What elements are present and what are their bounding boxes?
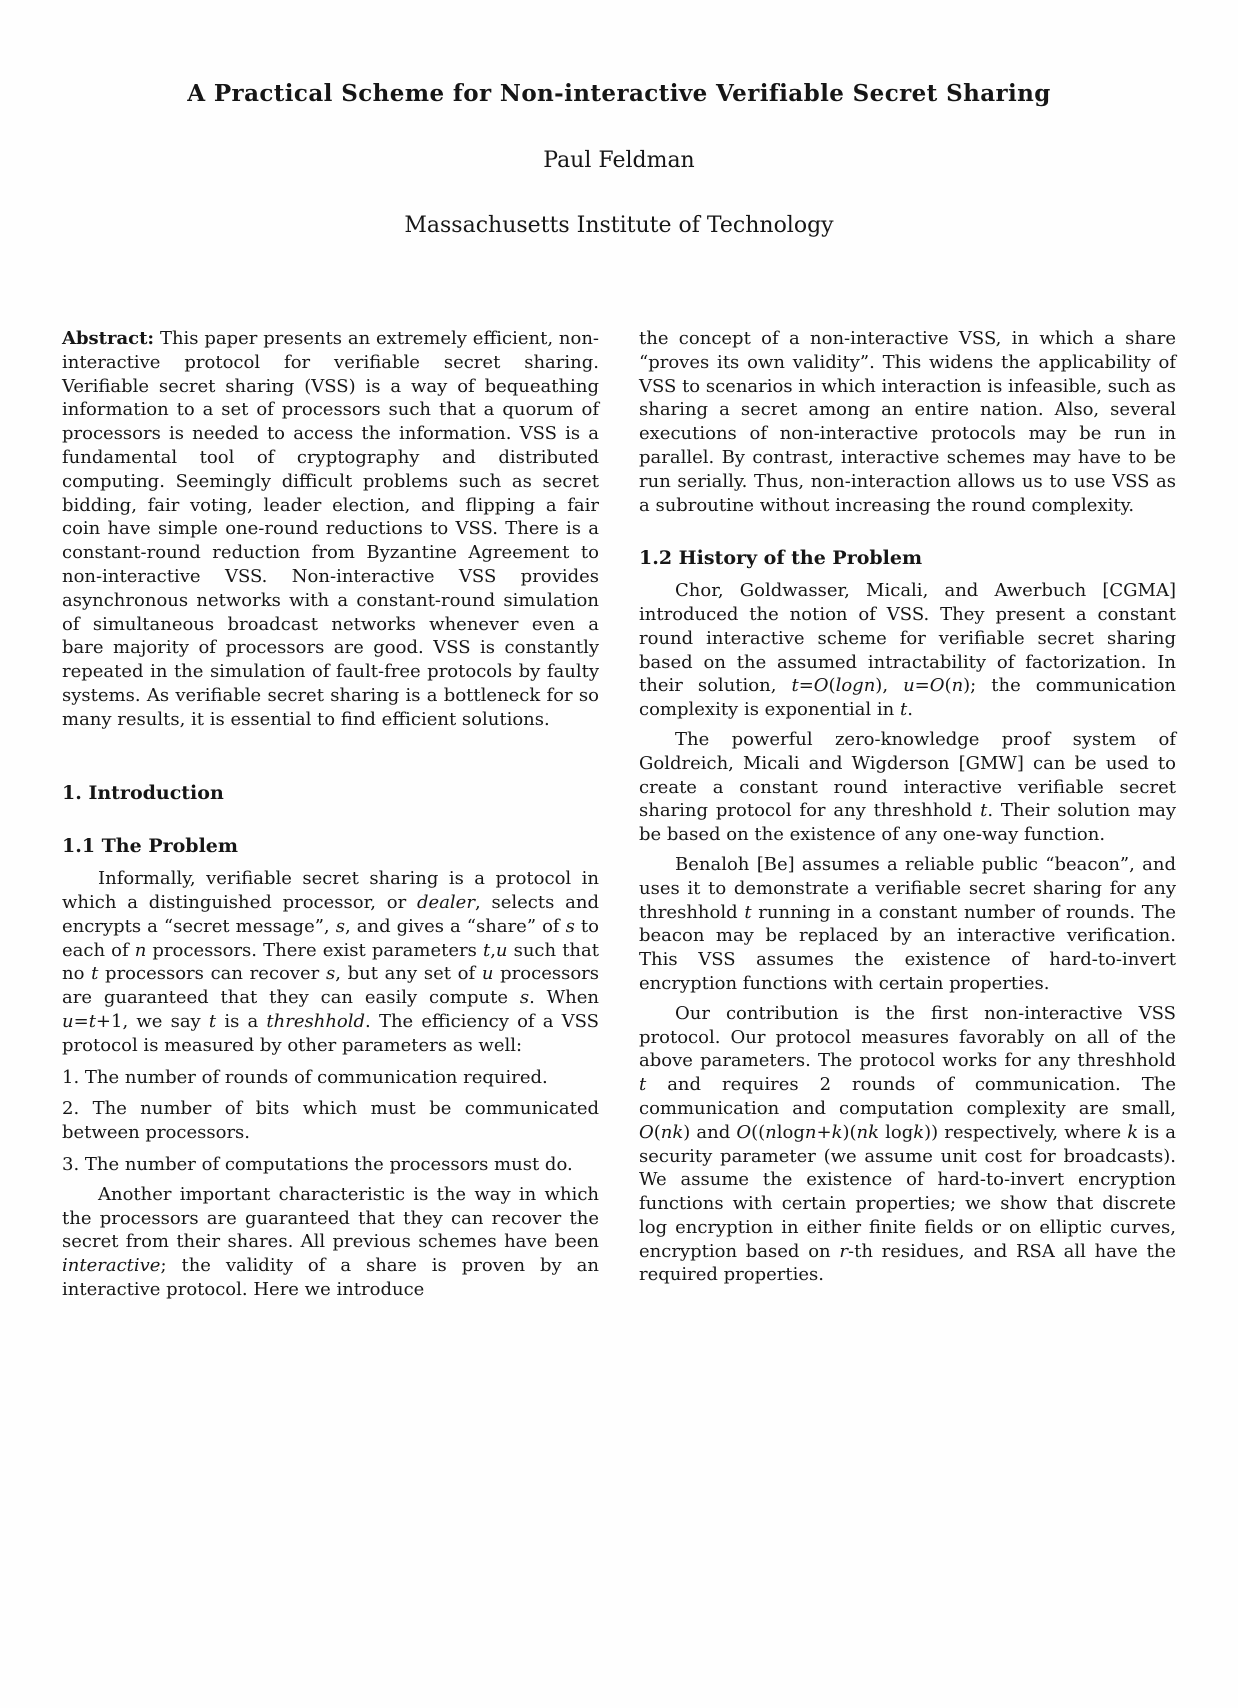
section-1-heading: 1. Introduction: [62, 781, 224, 804]
history-paragraph-4: Our contribution is the first non-interactive VSS protocol. Our protocol measures favorably on all of the above parameters. The protocol works for any threshhold t and requires 2 rounds of communication. The communication and computation complexity are small, O(nk) and O((nlogn+k)(nk logk)) respectively, where k is a security parameter (we assume unit cost for broadcasts). We assume the existence of hard-to-invert encryption functions with certain properties; we show that discrete log encryption in either finite fields or on elliptic curves, encryption based on r-th residues, and RSA all have the required properties.: [639, 1002, 1177, 1286]
paper-title: A Practical Scheme for Non-interactive Verifiable Secret Sharing: [187, 80, 1051, 107]
problem-paragraph-1: Informally, verifiable secret sharing is a protocol in which a distinguished processor, or dealer, selects and encrypts a “secret message”, s, and gives a “share” of s to each of n processors. There exist parameters t,u such that no t processors can recover s, but any set of u processors are guaranteed that they can easily compute s. When u=t+1, we say t is a threshhold. The efficiency of a VSS protocol is measured by other parameters as well:: [62, 868, 600, 1056]
list-item-2: 2. The number of bits which must be communicated between processors.: [62, 1098, 599, 1144]
problem-paragraph-2: Another important characteristic is the way in which the processors are guaranteed that they can recover the secret from their shares. All previous schemes have been interactive; the validity of a share is proven by an interactive protocol. Here we introduce: [62, 1183, 599, 1300]
section-1-2-heading: 1.2 History of the Problem: [639, 547, 923, 570]
abstract-label: Abstract:: [62, 328, 155, 349]
paper-header: [0, 0, 1238, 238]
continuation-paragraph: the concept of a non-interactive VSS, in which a share “proves its own validity”. This widens the applicability of VSS to scenarios in which interaction is infeasible, such as sharing a secret among an entire nation. Also, several executions of non-interactive protocols may be run in parallel. By contrast, interactive schemes may have to be run serially. Thus, non-interaction allows us to use VSS as a subroutine without increasing the round complexity.: [639, 328, 1177, 516]
paper-affiliation: Massachusetts Institute of Technology: [404, 213, 834, 238]
list-item-3: 3. The number of computations the processors must do.: [62, 1153, 573, 1175]
right-column: [639, 327, 1176, 1302]
history-paragraph-3: Benaloh [Be] assumes a reliable public “beacon”, and uses it to demonstrate a verifiable secret sharing for any threshhold t running in a constant number of rounds. The beacon may be replaced by an interactive verification. This VSS assumes the existence of hard-to-invert encryption functions with certain properties.: [639, 853, 1177, 994]
list-item-1: 1. The number of rounds of communication required.: [62, 1066, 548, 1088]
paper-author: Paul Feldman: [543, 148, 695, 173]
history-paragraph-1: Chor, Goldwasser, Micali, and Awerbuch [CGMA] introduced the notion of VSS. They present a constant round interactive scheme for verifiable secret sharing based on the assumed intractability of factorization. In their solution, t=O(logn), u=O(n); the communication complexity is exponential in t.: [639, 580, 1176, 721]
left-column: [62, 327, 599, 1302]
history-paragraph-2: The powerful zero-knowledge proof system of Goldreich, Micali and Wigderson [GMW] can be used to create a constant round interactive verifiable secret sharing protocol for any threshhold t. Their solution may be based on the existence of any one-way function.: [639, 728, 1176, 846]
section-1-1-heading: 1.1 The Problem: [62, 835, 238, 858]
two-column-body: [62, 327, 1176, 1302]
abstract-text: This paper presents an extremely efficient, non-interactive protocol for verifiable secret sharing. Verifiable secret sharing (VSS) is a way of bequeathing information to a set of processors such that a quorum of processors is needed to access the information. VSS is a fundamental tool of cryptography and distributed computing. Seemingly difficult problems such as secret bidding, fair voting, leader election, and flipping a fair coin have simple one-round reductions to VSS. There is a constant-round reduction from Byzantine Agreement to non-interactive VSS. Non-interactive VSS provides asynchronous networks with a constant-round simulation of simultaneous broadcast networks whenever even a bare majority of processors are good. VSS is constantly repeated in the simulation of fault-free protocols by faulty systems. As verifiable secret sharing is a bottleneck for so many results, it is essential to find efficient solutions.: [62, 328, 599, 730]
abstract-paragraph: [62, 327, 599, 732]
